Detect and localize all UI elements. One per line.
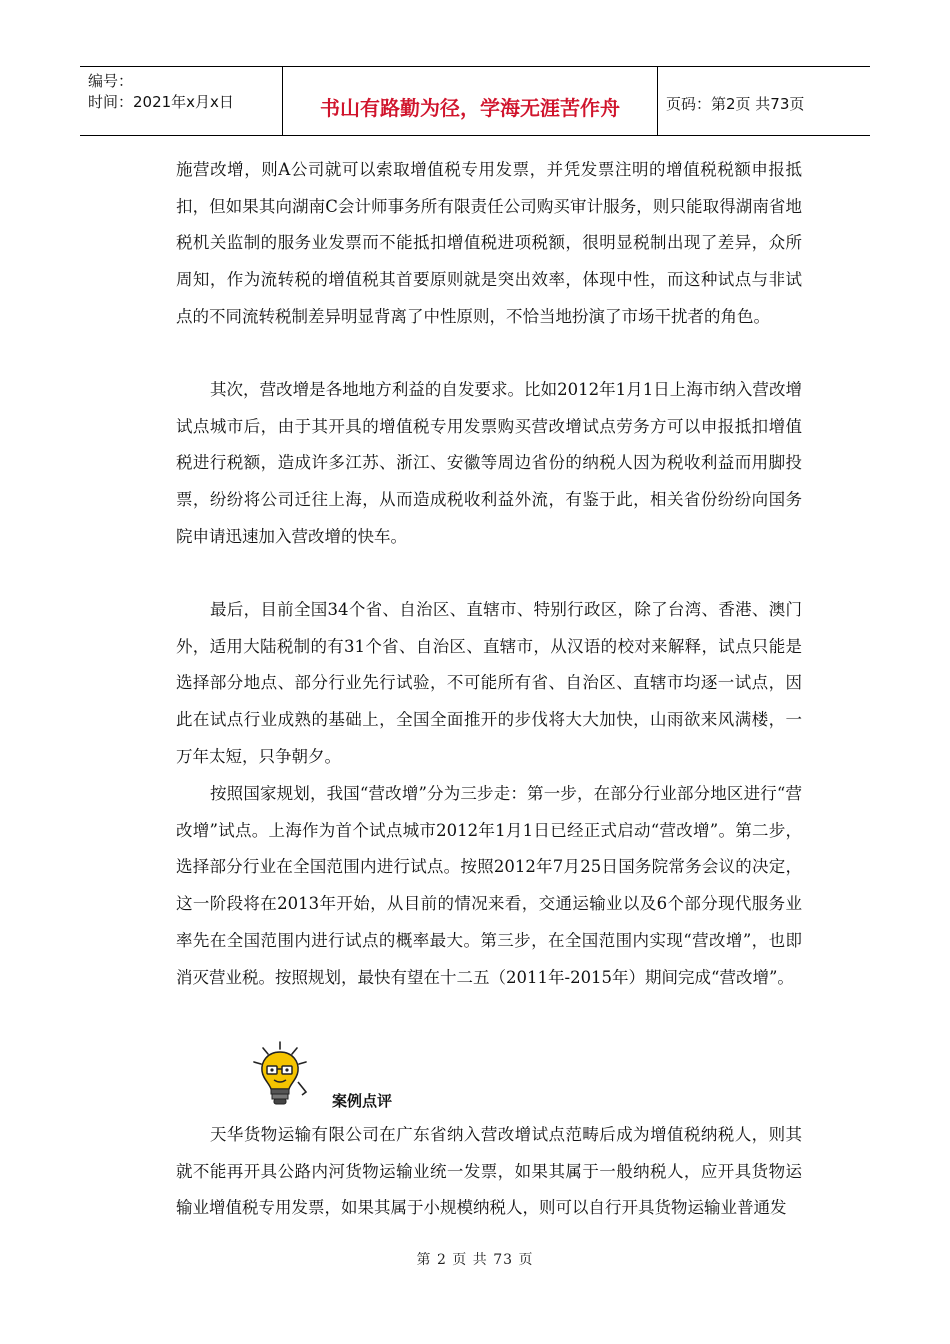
paragraph-4: 按照国家规划，我国“营改增”分为三步走：第一步，在部分行业部分地区进行“营改增”试点。上海作为首个试点城市2012年1月1日已经正式启动“营改增”。第二步，选择部分行业在全国范围内进行试点。按照2012年7月25日国务院常务会议的决定，这一阶段将在2013年开始，从目前的情况来看，交通运输业以及6个部分现代服务业率先在全国范围内进行试点的概率最大。第三步，在全国范围内实现“营改增”，也即消灭营业税。按照规划，最快有望在十二五（2011年-2015年）期间完成“营改增”。	[176, 784, 802, 987]
header-motto: 书山有路勤为径，学海无涯苦作舟	[283, 67, 658, 135]
header-page-info: 页码：第2页 共73页	[666, 94, 805, 113]
case-review-title: 案例点评	[332, 1092, 393, 1110]
paragraph-1: 施营改增，则A公司就可以索取增值税专用发票，并凭发票注明的增值税税额申报抵扣，但如果其向湖南C会计师事务所有限责任公司购买审计服务，则只能取得湖南省地税机关监制的服务业发票而不能抵扣增值税进项税额，很明显税制出现了差异，众所周知，作为流转税的增值税其首要原则就是突出效率，体现中性，而这种试点与非试点的不同流转税制差异明显背离了中性原则，不恰当地扮演了市场干扰者的角色。	[176, 160, 802, 326]
page-header	[80, 66, 870, 136]
lightbulb-icon	[250, 1040, 312, 1110]
paragraph-3: 最后，目前全国34个省、自治区、直辖市、特别行政区，除了台湾、香港、澳门外，适用大陆税制的有31个省、自治区、直辖市，从汉语的校对来解释，试点只能是选择部分地点、部分行业先行试验，不可能所有省、自治区、直辖市均逐一试点，因此在试点行业成熟的基础上，全国全面推开的步伐将大大加快，山雨欲来风满楼，一万年太短，只争朝夕。	[176, 600, 802, 766]
number-label: 编号：	[88, 72, 134, 90]
paragraph-2: 其次，营改增是各地地方利益的自发要求。比如2012年1月1日上海市纳入营改增试点城市后，由于其开具的增值税专用发票购买营改增试点劳务方可以申报抵扣增值税进行税额，造成许多江苏、浙江、安徽等周边省份的纳税人因为税收利益而用脚投票，纷纷将公司迁往上海，从而造成税收利益外流，有鉴于此，相关省份纷纷向国务院申请迅速加入营改增的快车。	[176, 380, 802, 546]
paragraph-5: 天华货物运输有限公司在广东省纳入营改增试点范畴后成为增值税纳税人，则其就不能再开具公路内河货物运输业统一发票，如果其属于一般纳税人，应开具货物运输业增值税专用发票，如果其属于小规模纳税人，则可以自行开具货物运输业普通发	[176, 1125, 802, 1218]
header-meta	[80, 67, 283, 135]
time-label: 时间：2021年x月x日	[88, 93, 234, 111]
page-footer: 第 2 页 共 73 页	[416, 1252, 534, 1268]
